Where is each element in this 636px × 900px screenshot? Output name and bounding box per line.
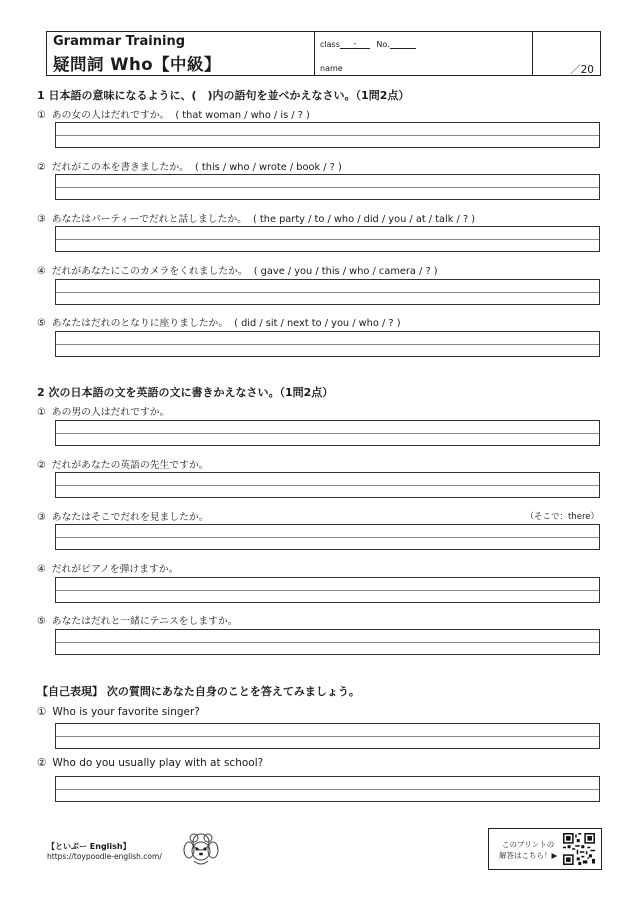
- section3-heading: 【自己表現】 次の質問にあなた自身のことを答えてみましょう。: [37, 685, 360, 698]
- question-jp: あの女の人はだれですか。: [51, 110, 170, 121]
- question-number: ③: [37, 512, 46, 523]
- question-number: ①: [37, 110, 46, 121]
- header-box: [46, 31, 601, 76]
- title-japanese: 疑問詞 Who【中級】: [53, 55, 222, 74]
- s1-answer-3[interactable]: [55, 226, 600, 252]
- question-jp: だれがあなたの英語の先生ですか。: [51, 460, 209, 471]
- answer-text-line2: 解答はこちら！▶: [499, 851, 558, 860]
- answer-text-line1: このプリントの: [502, 840, 555, 849]
- name-label: name: [320, 64, 343, 73]
- question-jp: あの男の人はだれですか。: [51, 407, 170, 418]
- s2-question-5: [37, 613, 238, 627]
- question-number: ③: [37, 214, 46, 225]
- s2-answer-5[interactable]: [55, 629, 600, 655]
- question-en: Who do you usually play with at school?: [52, 757, 264, 769]
- question-words: ( gave / you / this / who / camera / ? ): [253, 266, 438, 277]
- question-words: ( the party / to / who / did / you / at / talk / ? ): [252, 214, 476, 225]
- s2-answer-1[interactable]: [55, 420, 600, 446]
- title-english: Grammar Training: [53, 34, 186, 49]
- question-jp: あなたはそこでだれを見ましたか。: [51, 512, 209, 523]
- s1-question-1: [37, 107, 310, 121]
- class-blank[interactable]: [340, 39, 370, 49]
- s2-answer-3[interactable]: [55, 524, 600, 550]
- s2-question-3: [37, 509, 209, 523]
- s3-question-1: [37, 706, 200, 718]
- s3-question-2: [37, 757, 263, 769]
- question-number: ①: [37, 407, 46, 418]
- s1-answer-5[interactable]: [55, 331, 600, 357]
- no-label: No.: [376, 40, 390, 49]
- question-jp: だれがこの本を書きましたか。: [51, 162, 189, 173]
- question-words: ( this / who / wrote / book / ? ): [194, 162, 342, 173]
- question-words: ( did / sit / next to / you / who / ? ): [234, 318, 401, 329]
- question-number: ①: [37, 706, 47, 718]
- question-words: ( that woman / who / is / ? ): [175, 110, 310, 121]
- section1-heading: 1 日本語の意味になるように、( )内の語句を並べかえなさい。（1問2点）: [37, 89, 410, 102]
- s1-question-5: [37, 315, 401, 329]
- footer-brand-block: [47, 841, 162, 861]
- title-cell: [47, 32, 315, 75]
- question-number: ⑤: [37, 616, 46, 627]
- class-dash: -: [353, 39, 357, 48]
- s2-answer-2[interactable]: [55, 472, 600, 498]
- question-jp: あなたはだれのとなりに座りましたか。: [51, 318, 229, 329]
- s2-question-4: [37, 561, 178, 575]
- s1-answer-1[interactable]: [55, 122, 600, 148]
- class-number-field[interactable]: [320, 39, 416, 49]
- question-jp: あなたはパーティーでだれと話しましたか。: [51, 214, 247, 225]
- class-label: class: [320, 40, 340, 49]
- question-jp: だれがピアノを弾けますか。: [51, 564, 179, 575]
- question-number: ②: [37, 460, 46, 471]
- question-en: Who is your favorite singer?: [52, 706, 200, 718]
- s1-answer-2[interactable]: [55, 174, 600, 200]
- s2-question-1: [37, 404, 169, 418]
- score-total: ／20: [570, 64, 594, 76]
- no-blank[interactable]: [390, 39, 416, 49]
- s3-answer-2[interactable]: [55, 776, 600, 802]
- question-number: ④: [37, 564, 46, 575]
- answer-text: [499, 839, 557, 861]
- s1-question-2: [37, 159, 342, 173]
- s1-answer-4[interactable]: [55, 279, 600, 305]
- question-number: ⑤: [37, 318, 46, 329]
- s1-question-3: [37, 211, 475, 225]
- answer-qr-box[interactable]: [488, 828, 602, 870]
- site-url-link[interactable]: https://toypoodle-english.com/: [47, 852, 162, 861]
- s2-hint-there: （そこで：there）: [525, 512, 599, 522]
- s2-answer-4[interactable]: [55, 577, 600, 603]
- class-name-cell: [314, 32, 533, 75]
- question-jp: だれがあなたにこのカメラをくれましたか。: [51, 266, 248, 277]
- brand-name: 【といぷー English】: [47, 842, 131, 851]
- toy-poodle-icon: [180, 830, 222, 868]
- qr-code-icon[interactable]: [563, 833, 595, 865]
- s1-question-4: [37, 263, 438, 277]
- question-jp: あなたはだれと一緒にテニスをしますか。: [51, 616, 238, 627]
- question-number: ②: [37, 162, 46, 173]
- question-number: ④: [37, 266, 46, 277]
- s3-answer-1[interactable]: [55, 723, 600, 749]
- section2-heading: 2 次の日本語の文を英語の文に書きかえなさい。（1問2点）: [37, 386, 334, 399]
- question-number: ②: [37, 757, 47, 769]
- s2-question-2: [37, 457, 209, 471]
